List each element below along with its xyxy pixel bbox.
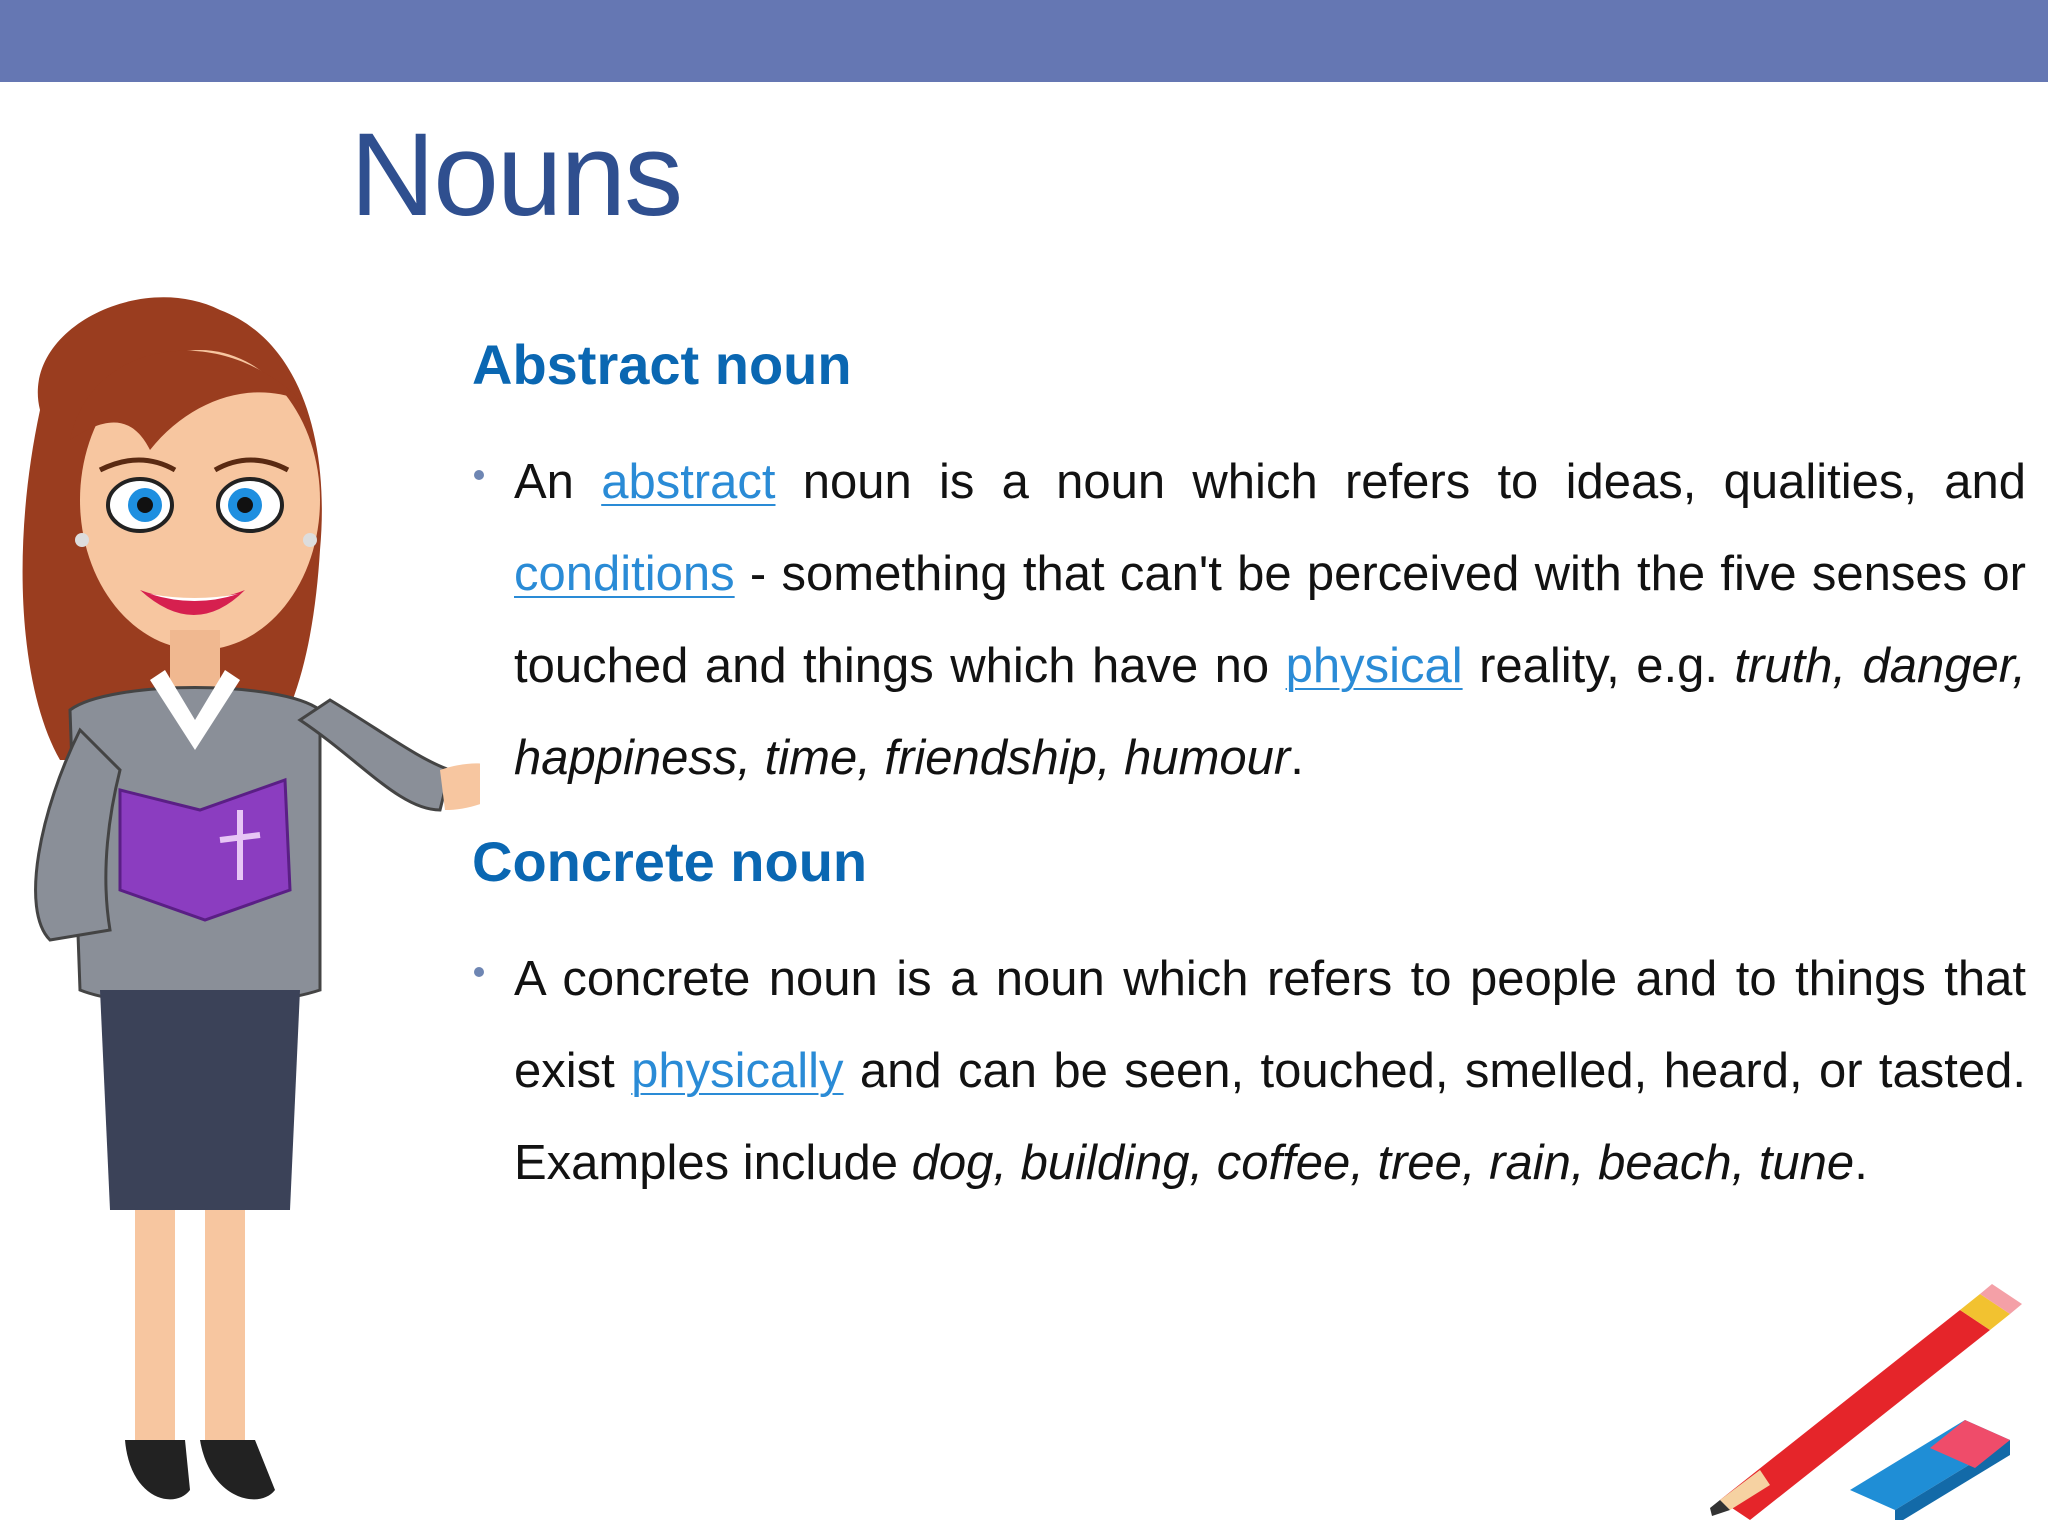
abstract-examples: truth, danger, happiness, time, friendship, humour [514, 639, 2026, 785]
teacher-illustration [0, 290, 480, 1536]
slide-title: Nouns [350, 109, 682, 241]
bullet-abstract [474, 436, 2026, 804]
concrete-examples: dog, building, coffee, tree, rain, beach, tune [911, 1136, 1855, 1190]
link-conditions[interactable]: conditions [514, 547, 735, 601]
concrete-definition: A concrete noun is a noun which refers to people and to things that exist physically and can be seen, touched, smelled, heard, or tasted. Examples include dog, building, coffee, tree, rain, beach, tune. [514, 952, 2026, 1190]
section-heading-concrete: Concrete noun [472, 830, 868, 893]
bullet-dot [474, 967, 484, 977]
section-heading-abstract: Abstract noun [472, 333, 852, 396]
top-accent-bar [0, 0, 2048, 82]
pencil-and-eraser-icon [1700, 1270, 2040, 1520]
link-physical[interactable]: physical [1285, 639, 1463, 693]
bullet-concrete [474, 933, 2026, 1209]
abstract-definition: An abstract noun is a noun which refers to ideas, qualities, and conditions - something that can't be perceived with the five senses or touched and things which have no physical reality, e.g. truth, danger, happiness, time, friendship, humour. [514, 455, 2026, 785]
bullet-dot [474, 470, 484, 480]
link-abstract[interactable]: abstract [601, 455, 776, 509]
link-physically[interactable]: physically [631, 1044, 844, 1098]
